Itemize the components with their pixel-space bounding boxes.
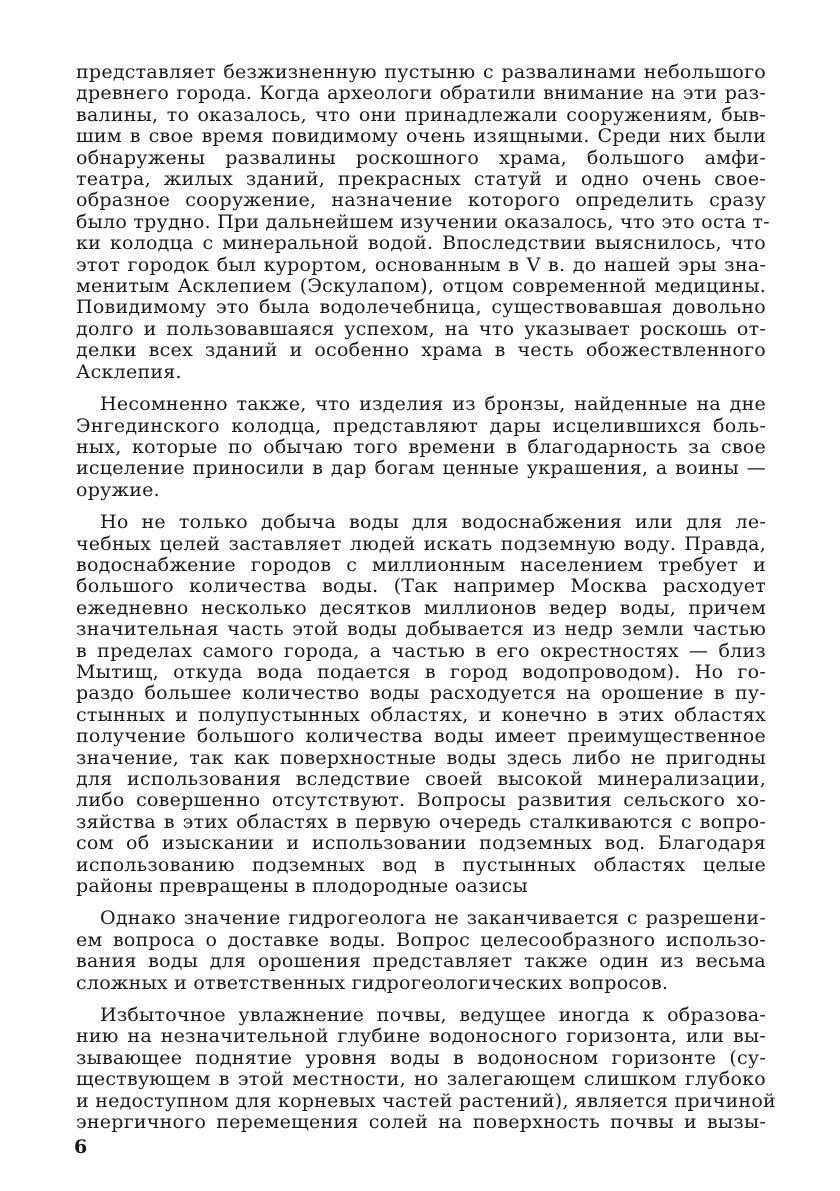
- text-line: ем вопроса о доставке воды. Вопрос целесообразного использо-: [76, 928, 766, 951]
- text-line: ных, которые по обычаю того времени в благодарность за свое: [76, 435, 766, 458]
- text-line: значение, так как поверхностные воды здесь либо не пригодны: [76, 746, 766, 769]
- text-line: театра, жилых зданий, прекрасных статуй и одно очень свое-: [76, 168, 766, 191]
- page-body: [76, 61, 776, 1134]
- text-line: стынных и полупустынных областях, и конечно в этих областях: [76, 703, 766, 726]
- text-line: либо совершенно отсутствуют. Вопросы развития сельского хо-: [76, 789, 766, 812]
- paragraph-3: [76, 512, 766, 897]
- paragraph-5: [76, 1004, 776, 1134]
- text-line: в пределах самого города, а частью в его окрестностях — близ: [76, 639, 766, 662]
- text-line: большого количества воды. (Так например Москва расходует: [76, 575, 766, 598]
- text-line: районы превращены в плодородные оазисы: [76, 875, 528, 898]
- text-line: Избыточное увлажнение почвы, ведущее иногда к образова-: [100, 1004, 766, 1027]
- text-line: древнего города. Когда археологи обратили внимание на эти раз-: [76, 82, 766, 105]
- text-line: Повидимому это была водолечебница, существовавшая довольно: [76, 296, 766, 319]
- text-line: представляет безжизненную пустыню с развалинами небольшого: [76, 61, 766, 83]
- text-line: шим в свое время повидимому очень изящными. Среди них были: [76, 125, 766, 148]
- text-line: энергичного перемещения солей на поверхность почвы и вызы-: [76, 1111, 766, 1134]
- text-line: ежедневно несколько десятков миллионов ведер воды, причем: [76, 596, 766, 619]
- text-line: водоснабжение городов с миллионным населением требует и: [76, 553, 766, 576]
- text-line: зяйства в этих областях в первую очередь сталкиваются с вопро-: [76, 810, 766, 833]
- text-line: образное сооружение, назначение которого определить сразу: [76, 189, 766, 212]
- text-line: сом об изыскании и использовании подземных вод. Благодаря: [76, 832, 766, 855]
- page-number: 6: [74, 1136, 88, 1158]
- text-line: вания воды для орошения представляет также один из весьма: [76, 950, 766, 973]
- text-line: Несомненно также, что изделия из бронзы, найденные на дне: [100, 393, 766, 416]
- text-line: зывающее поднятие уровня воды в водоносном горизонте (су-: [76, 1046, 766, 1069]
- text-line: раздо большее количество воды расходуется на орошение в пу-: [76, 682, 766, 705]
- text-line: Однако значение гидрогеолога не заканчивается с разрешени-: [100, 907, 766, 930]
- text-line: валины, то оказалось, что они принадлежали сооружениям, быв-: [76, 103, 766, 126]
- text-line: получение большого количества воды имеет преимущественное: [76, 725, 766, 748]
- text-line: для использования вследствие своей высокой минерализации,: [76, 768, 766, 790]
- text-line: было трудно. При дальнейшем изучении оказалось, что это оста т-: [76, 210, 770, 233]
- text-line: Но не только добыча воды для водоснабжения или для ле-: [100, 511, 766, 534]
- text-line: менитым Асклепием (Эскулапом), отцом современной медицины.: [76, 275, 766, 298]
- text-line: Энгединского колодца, представляют дары исцелившихся боль-: [76, 414, 766, 437]
- text-line: ки колодца с минеральной водой. Впоследствии выяснилось, что: [76, 232, 766, 255]
- text-line: сложных и ответственных гидрогеологических вопросов.: [76, 971, 669, 994]
- text-line: этот городок был курортом, основанным в V в. до нашей эры зна-: [76, 253, 766, 276]
- text-line: чебных целей заставляет людей искать подземную воду. Правда,: [76, 532, 766, 555]
- text-line: исцеление приносили в дар богам ценные украшения, а воины —: [76, 457, 766, 480]
- text-line: ществующем в этой местности, но залегающем слишком глубоко: [76, 1068, 766, 1091]
- text-line: использованию подземных вод в пустынных областях целые: [76, 853, 766, 876]
- text-line: и недоступном для корневых частей растений), является причиной: [76, 1089, 776, 1112]
- text-line: Мытищ, откуда вода подается в город водопроводом). Но го-: [76, 660, 766, 683]
- text-line: оружие.: [76, 478, 160, 501]
- text-line: делки всех зданий и особенно храма в честь обожествленного: [76, 339, 766, 362]
- text-line: долго и пользовавшаяся успехом, на что указывает роскошь от-: [76, 317, 766, 340]
- text-line: обнаружены развалины роскошного храма, большого амфи-: [76, 146, 766, 169]
- text-line: нию на незначительной глубине водоносного горизонта, или вы-: [76, 1025, 766, 1048]
- text-line: значительная часть этой воды добывается из недр земли частью: [76, 618, 766, 641]
- text-line: Асклепия.: [76, 360, 182, 383]
- paragraph-4: [76, 908, 766, 994]
- paragraph-2: [76, 394, 766, 501]
- paragraph-1: [76, 61, 770, 383]
